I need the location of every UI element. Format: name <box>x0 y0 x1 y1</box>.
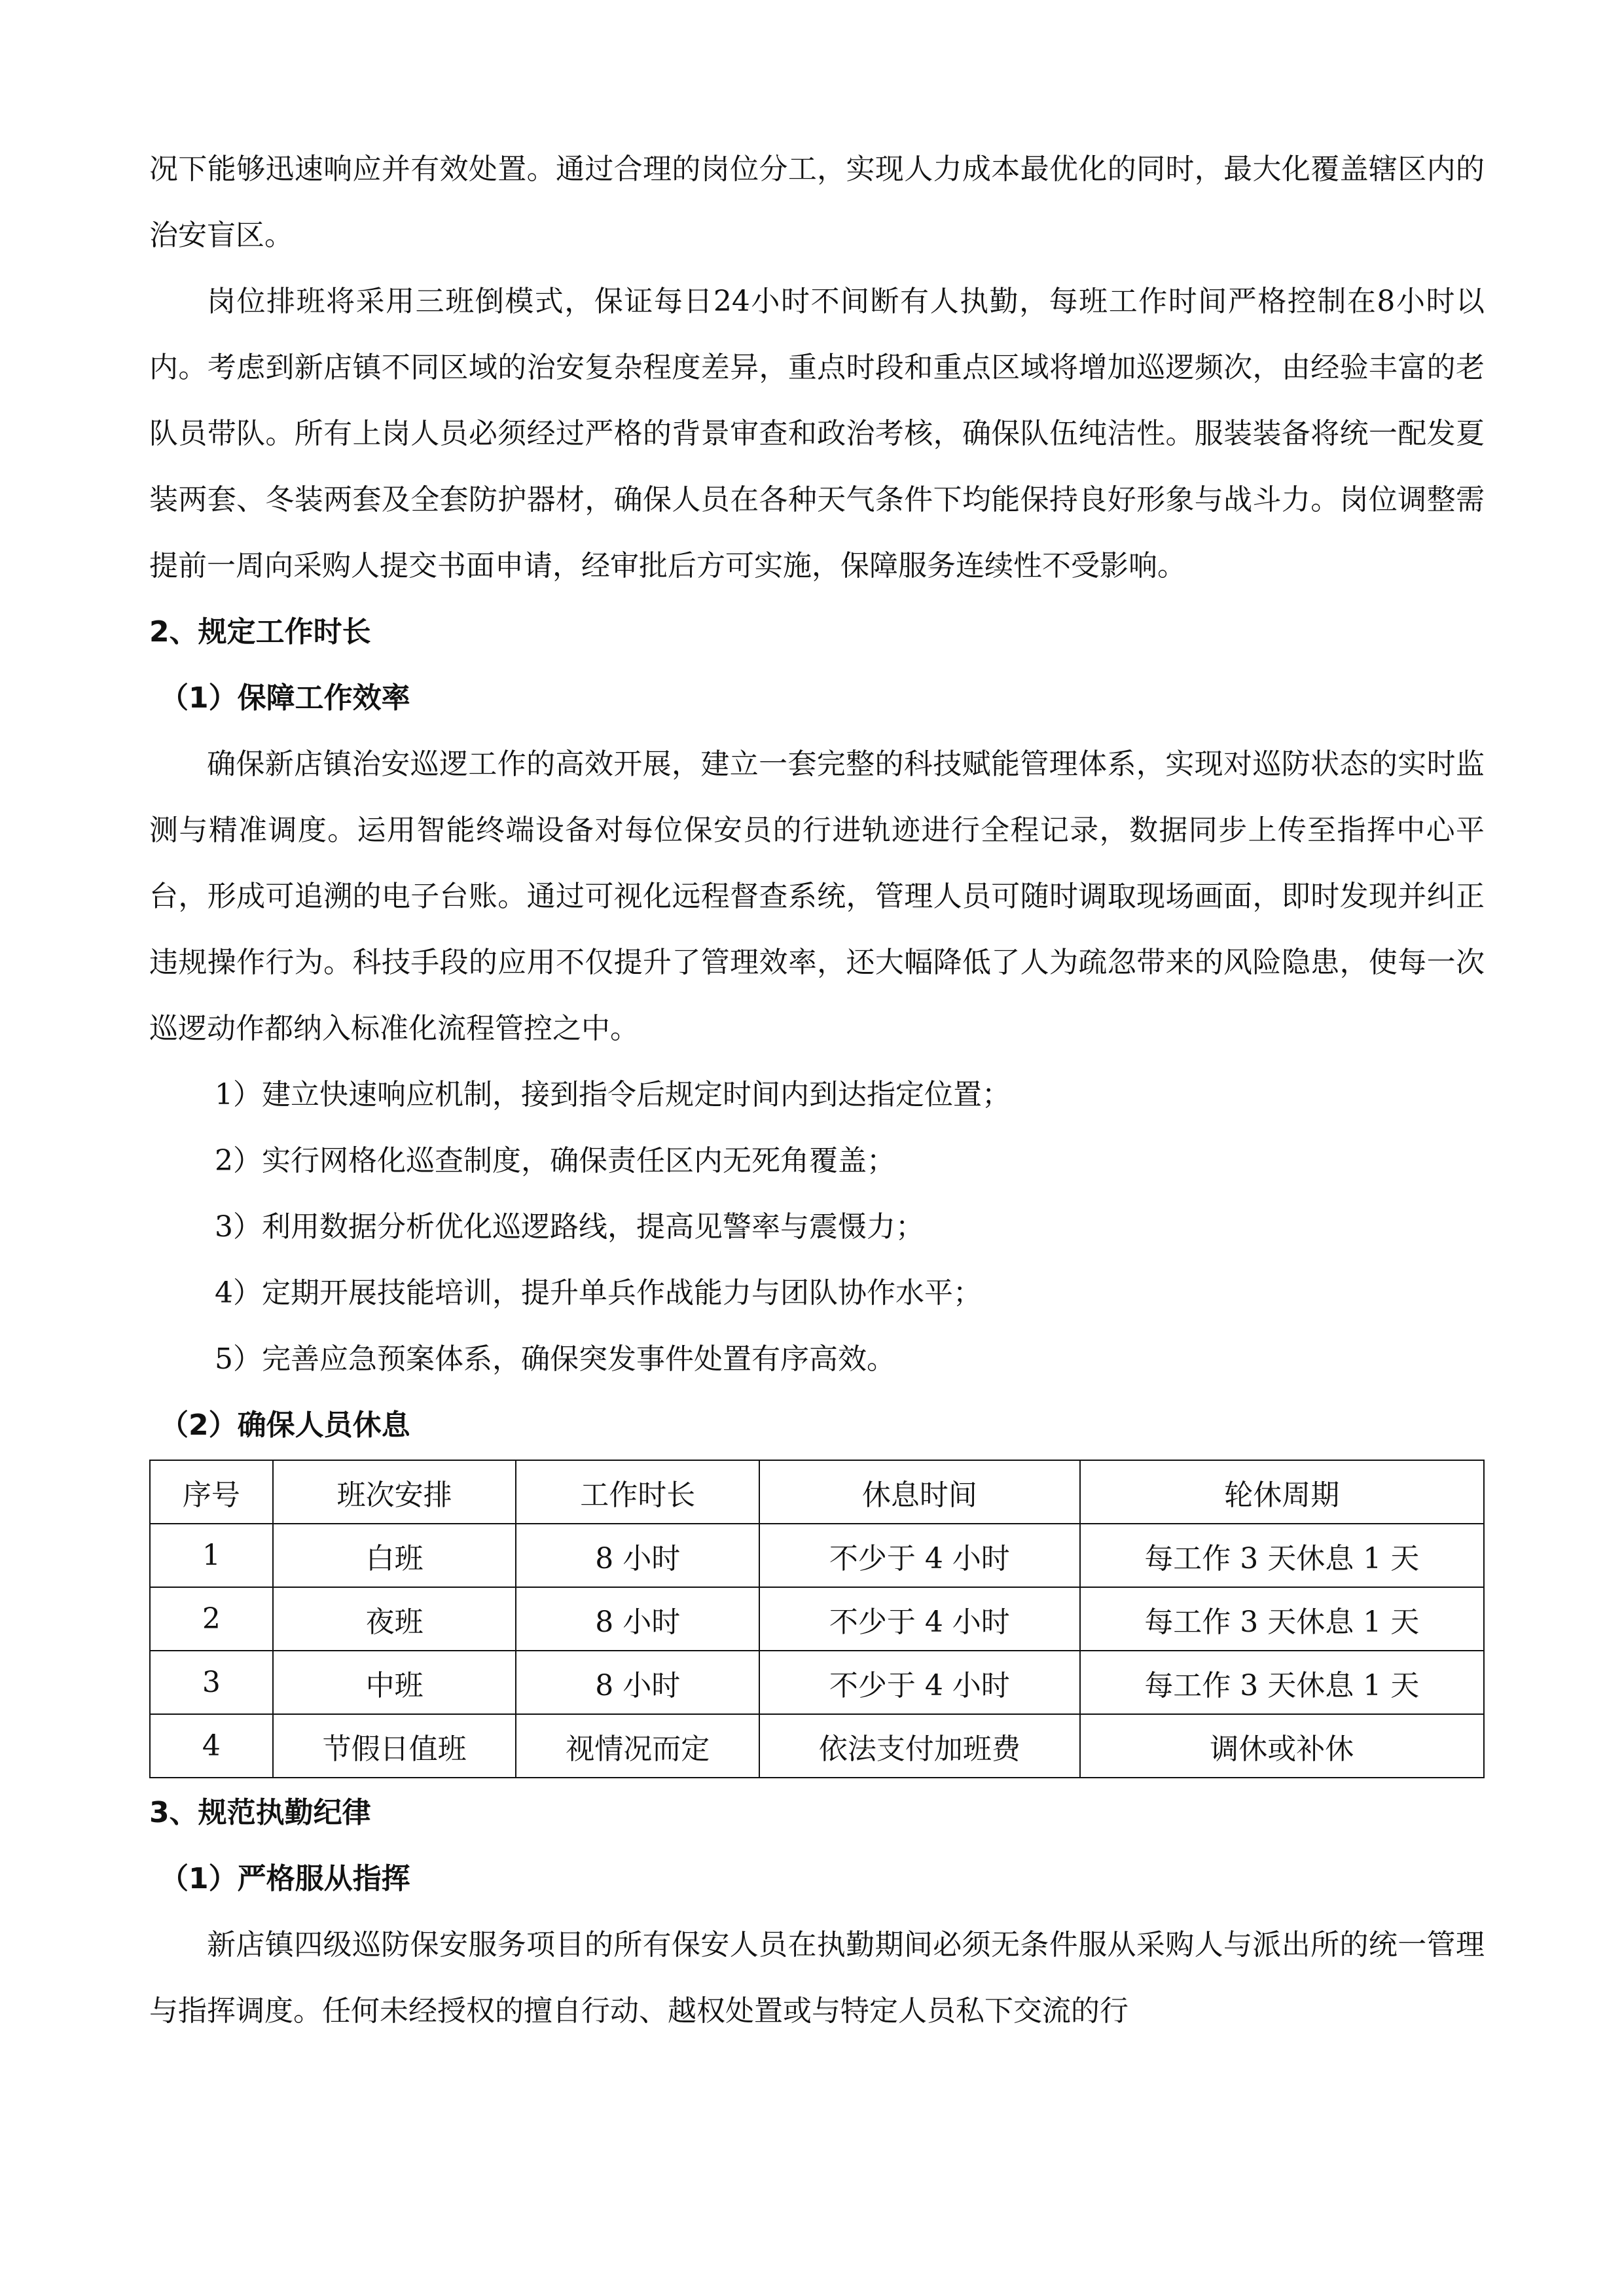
table-cell: 不少于 4 小时 <box>759 1587 1080 1651</box>
table-row <box>150 1651 1484 1714</box>
table-row <box>150 1587 1484 1651</box>
rest-schedule-table <box>149 1460 1485 1778</box>
table-cell: 1 <box>150 1524 273 1587</box>
table-cell: 节假日值班 <box>273 1714 516 1778</box>
subsection-heading: （1）保障工作效率 <box>160 681 410 715</box>
table-cell: 中班 <box>273 1651 516 1714</box>
table-cell: 视情况而定 <box>516 1714 759 1778</box>
body-paragraph: 新店镇四级巡防保安服务项目的所有保安人员在执勤期间必须无条件服从采购人与派出所的统一管理与指挥调度。任何未经授权的擅自行动、越权处置或与特定人员私下交流的行 <box>149 1928 1485 2028</box>
section-heading: 3、规范执勤纪律 <box>149 1796 371 1829</box>
table-header-cell: 班次安排 <box>273 1460 516 1524</box>
table-header-cell: 休息时间 <box>759 1460 1080 1524</box>
table-row <box>150 1714 1484 1778</box>
subsection-heading: （2）确保人员休息 <box>160 1408 410 1442</box>
list-item: 2）实行网格化巡查制度，确保责任区内无死角覆盖； <box>215 1144 895 1177</box>
table-cell: 夜班 <box>273 1587 516 1651</box>
table-cell: 不少于 4 小时 <box>759 1651 1080 1714</box>
subsection-heading: （1）严格服从指挥 <box>160 1862 410 1895</box>
table-cell: 调休或补休 <box>1080 1714 1484 1778</box>
table-header-cell: 轮休周期 <box>1080 1460 1484 1524</box>
table-cell: 2 <box>150 1587 273 1651</box>
table-cell: 每工作 3 天休息 1 天 <box>1080 1651 1484 1714</box>
list-item: 1）建立快速响应机制，接到指令后规定时间内到达指定位置； <box>215 1078 1011 1111</box>
table-header-cell: 工作时长 <box>516 1460 759 1524</box>
table-cell: 4 <box>150 1714 273 1778</box>
document-page <box>149 136 1485 2044</box>
list-item: 4）定期开展技能培训，提升单兵作战能力与团队协作水平； <box>215 1276 982 1310</box>
table-header-cell: 序号 <box>150 1460 273 1524</box>
table-cell: 每工作 3 天休息 1 天 <box>1080 1524 1484 1587</box>
table-cell: 白班 <box>273 1524 516 1587</box>
table-cell: 8 小时 <box>516 1524 759 1587</box>
table-cell: 8 小时 <box>516 1651 759 1714</box>
table-header-row <box>150 1460 1484 1524</box>
table-cell: 每工作 3 天休息 1 天 <box>1080 1587 1484 1651</box>
table-cell: 不少于 4 小时 <box>759 1524 1080 1587</box>
body-paragraph: 况下能够迅速响应并有效处置。通过合理的岗位分工，实现人力成本最优化的同时，最大化覆盖辖区内的治安盲区。 <box>149 152 1485 252</box>
table-cell: 3 <box>150 1651 273 1714</box>
list-item: 3）利用数据分析优化巡逻路线，提高见警率与震慑力； <box>215 1210 924 1244</box>
table-cell: 8 小时 <box>516 1587 759 1651</box>
body-paragraph: 岗位排班将采用三班倒模式，保证每日24小时不间断有人执勤，每班工作时间严格控制在8小时以内。考虑到新店镇不同区域的治安复杂程度差异，重点时段和重点区域将增加巡逻频次，由经验丰富的老队员带队。所有上岗人员必须经过严格的背景审查和政治考核，确保队伍纯洁性。服装装备将统一配发夏装两套、冬装两套及全套防护器材，确保人员在各种天气条件下均能保持良好形象与战斗力。岗位调整需提前一周向采购人提交书面申请，经审批后方可实施，保障服务连续性不受影响。 <box>149 285 1485 583</box>
table-row <box>150 1524 1484 1587</box>
section-heading: 2、规定工作时长 <box>149 615 371 649</box>
list-item: 5）完善应急预案体系，确保突发事件处置有序高效。 <box>215 1342 895 1376</box>
table-cell: 依法支付加班费 <box>759 1714 1080 1778</box>
body-paragraph: 确保新店镇治安巡逻工作的高效开展，建立一套完整的科技赋能管理体系，实现对巡防状态的实时监测与精准调度。运用智能终端设备对每位保安员的行进轨迹进行全程记录，数据同步上传至指挥中心平台，形成可追溯的电子台账。通过可视化远程督查系统，管理人员可随时调取现场画面，即时发现并纠正违规操作行为。科技手段的应用不仅提升了管理效率，还大幅降低了人为疏忽带来的风险隐患，使每一次巡逻动作都纳入标准化流程管控之中。 <box>149 747 1485 1045</box>
